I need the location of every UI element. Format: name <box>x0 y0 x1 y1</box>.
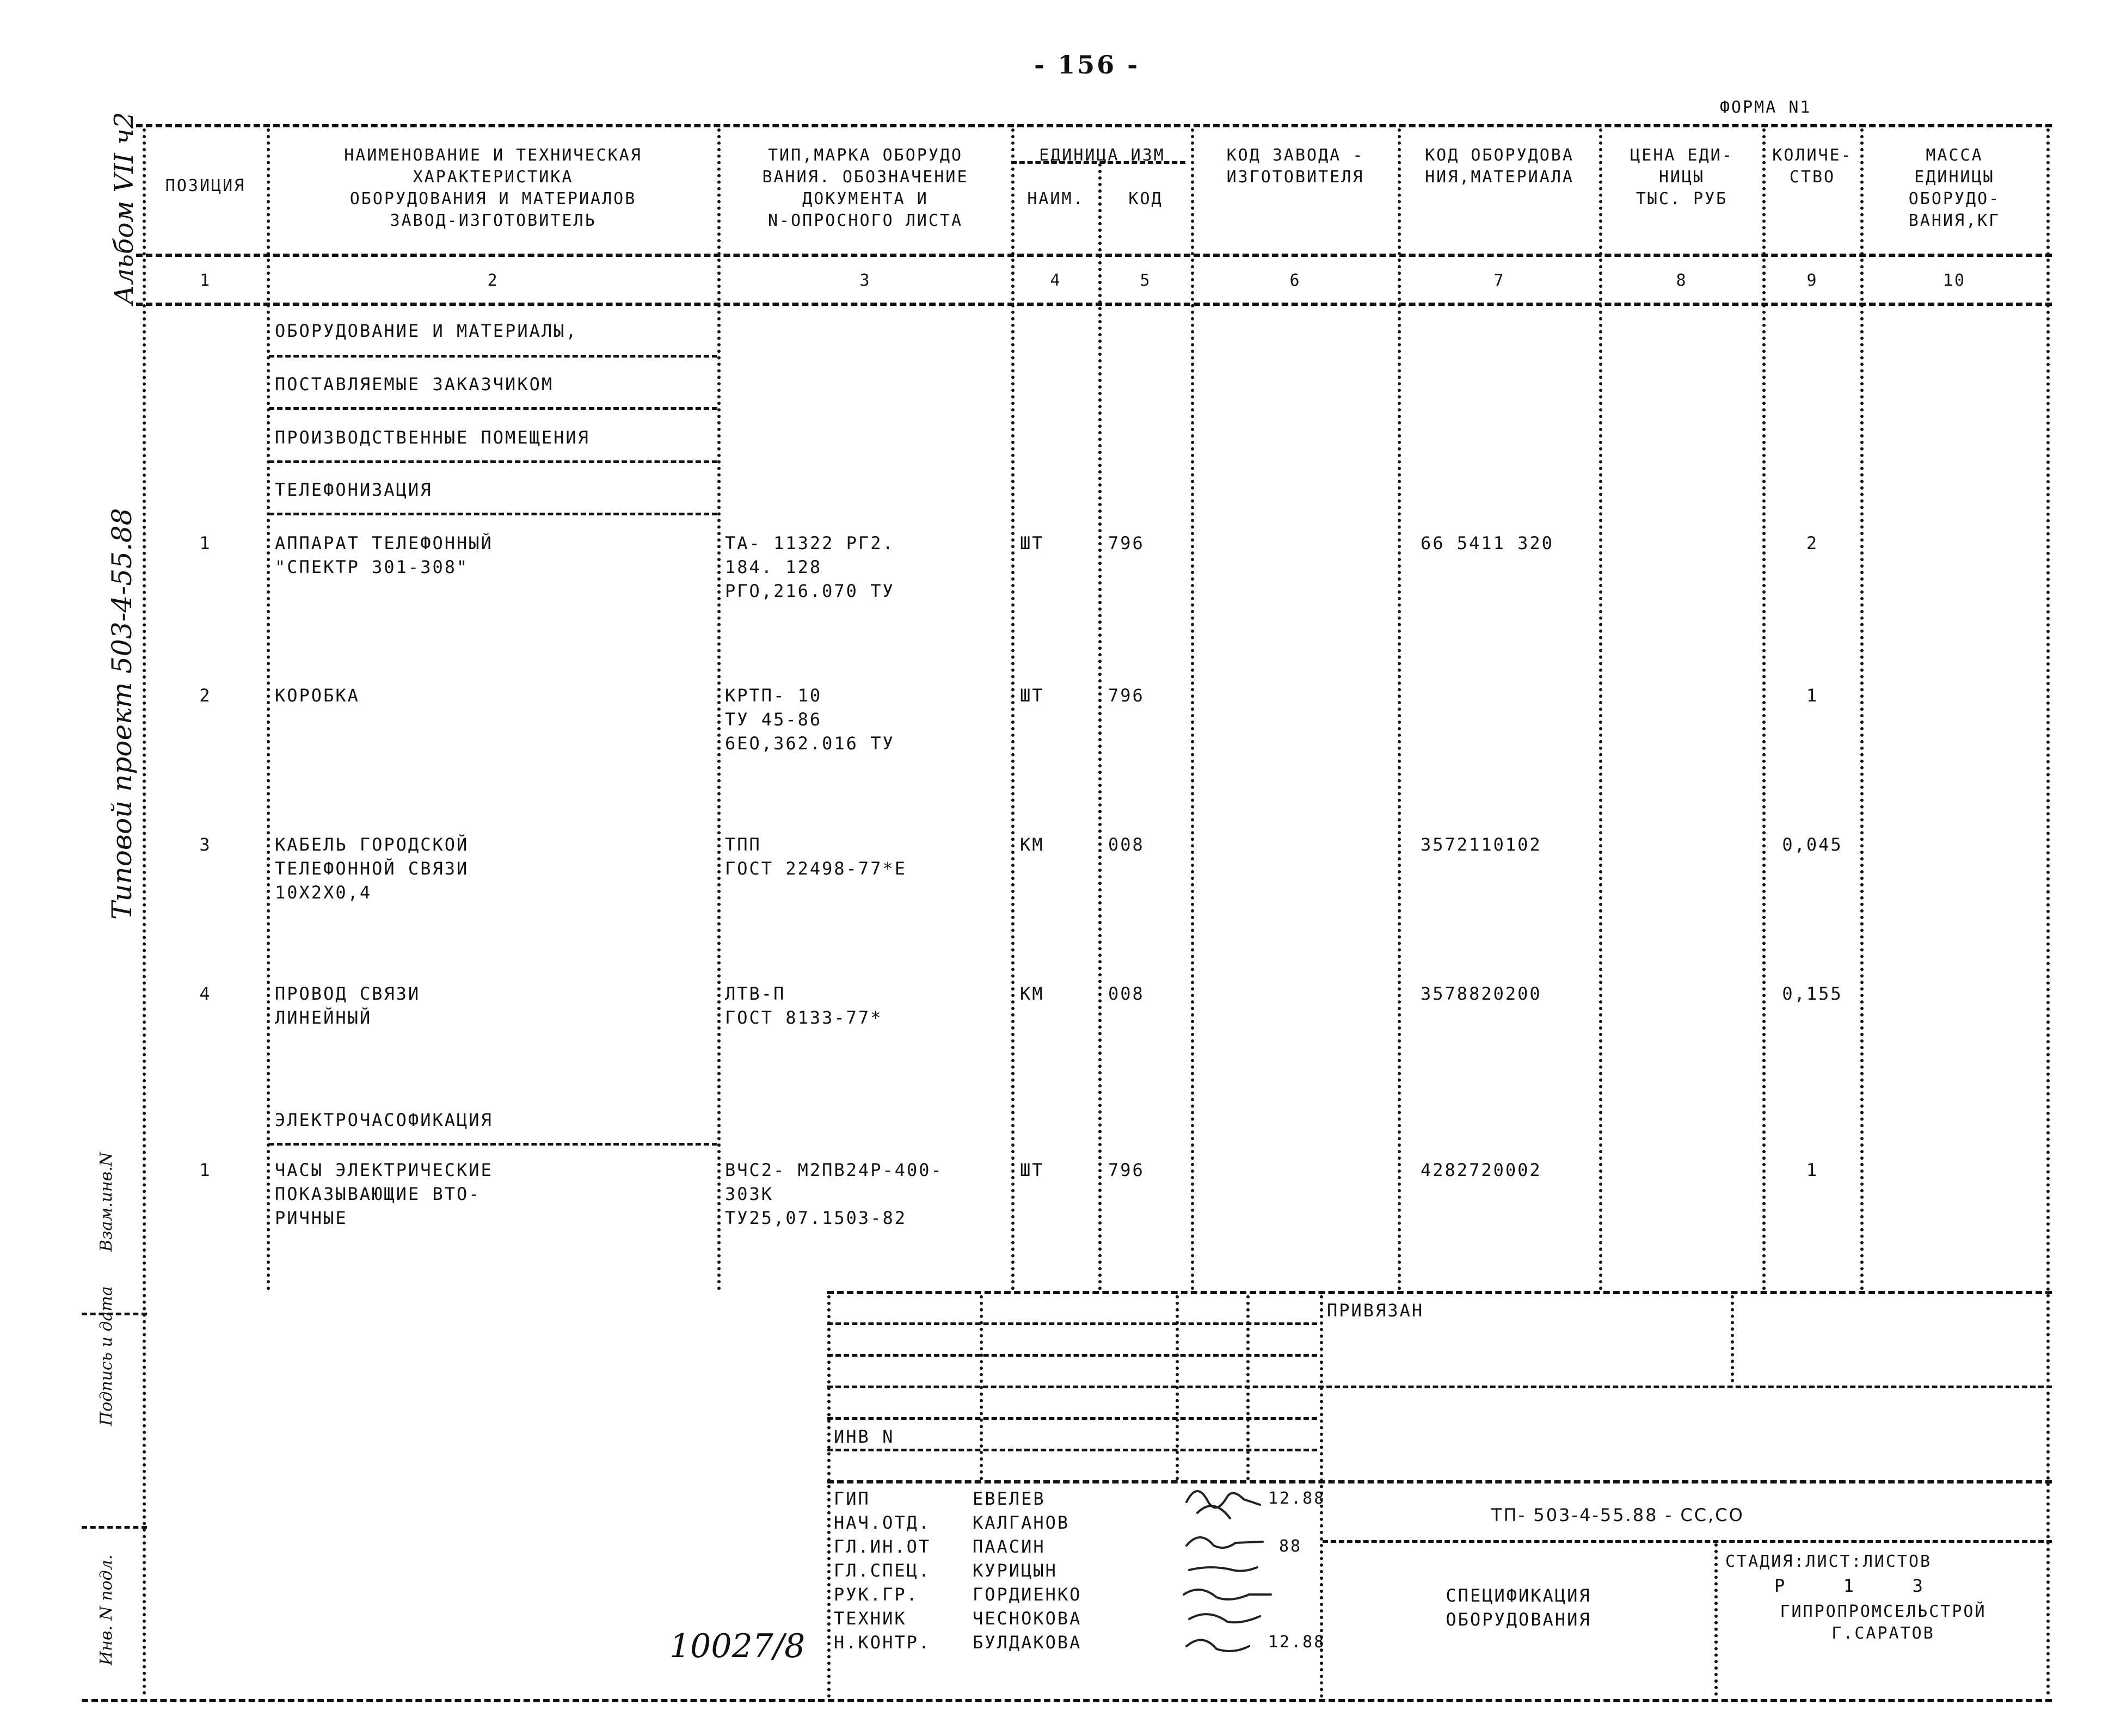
colnum-5: 5 <box>1140 271 1152 290</box>
section-underline <box>269 355 717 358</box>
row-equip-code: 3572110102 <box>1421 834 1542 855</box>
row-equip-code: 66 5411 320 <box>1421 533 1554 553</box>
stage-values: Р 1 3 <box>1774 1575 1925 1596</box>
col-divider-4 <box>1098 163 1102 1291</box>
header-col6: КОД ЗАВОДА - ИЗГОТОВИТЕЛЯ <box>1226 146 1364 187</box>
stamp-privyazan: ПРИВЯЗАН <box>1327 1300 1424 1321</box>
stamp-person-row: Н.КОНТР. БУЛДАКОВА <box>834 1632 1082 1653</box>
table-left-border <box>143 128 146 1696</box>
header-col9: КОЛИЧЕ- СТВО <box>1772 146 1853 187</box>
page-number: - 156 - <box>1034 50 1140 79</box>
stamp-person-row: ГЛ.СПЕЦ. КУРИЦЫН <box>834 1560 1058 1581</box>
col-divider-2 <box>717 128 721 1291</box>
stamp-left-lower-line-2 <box>82 1526 147 1529</box>
section-heading: ПРОИЗВОДСТВЕННЫЕ ПОМЕЩЕНИЯ <box>275 427 590 448</box>
row-name: ПРОВОД СВЯЗИ ЛИНЕЙНЫЙ <box>275 983 421 1028</box>
section-heading: ОБОРУДОВАНИЕ И МАТЕРИАЛЫ, <box>275 321 578 341</box>
header-col4: НАИМ. <box>1027 189 1085 208</box>
stamp-grid-line <box>827 1386 2052 1388</box>
col-divider-9 <box>1860 128 1864 1291</box>
colnum-3: 3 <box>859 271 871 290</box>
header-col3: ТИП,МАРКА ОБОРУДО ВАНИЯ. ОБОЗНАЧЕНИЕ ДОКУМЕНТА И N-ОПРОСНОГО ЛИСТА <box>762 146 969 230</box>
row-name: КОРОБКА <box>275 685 360 706</box>
album-label: Альбом VII ч2 <box>109 112 139 305</box>
header-col5: КОД <box>1128 189 1163 208</box>
stamp-col-line <box>1246 1295 1250 1480</box>
stamp-person-row: ГИП ЕВЕЛЕВ <box>834 1488 1046 1509</box>
row-name: КАБЕЛЬ ГОРОДСКОЙ ТЕЛЕФОННОЙ СВЯЗИ 10Х2Х0,4 <box>275 834 469 903</box>
document-code: ТП- 503-4-55.88 - СС,СО <box>1491 1505 1744 1525</box>
col-divider-8 <box>1762 128 1766 1291</box>
col-divider-5 <box>1191 128 1194 1291</box>
row-type: ЛТВ-П ГОСТ 8133-77* <box>725 983 883 1028</box>
row-equip-code: 4282720002 <box>1421 1160 1542 1180</box>
row-unit-code: 796 <box>1108 685 1145 706</box>
signature-date: 12.88 <box>1268 1489 1326 1508</box>
stamp-grid-line <box>827 1449 1317 1451</box>
frame-bottom-line <box>82 1699 2052 1702</box>
row-quantity: 0,155 <box>1782 983 1843 1004</box>
stamp-left-border <box>827 1295 831 1698</box>
row-name: ЧАСЫ ЭЛЕКТРИЧЕСКИЕ ПОКАЗЫВАЮЩИЕ ВТО- РИЧНЫЕ <box>275 1160 493 1228</box>
row-unit-code: 796 <box>1108 533 1145 553</box>
stamp-mid-line <box>827 1480 2052 1483</box>
colnum-10: 10 <box>1942 271 1966 290</box>
section-heading: ТЕЛЕФОНИЗАЦИЯ <box>275 479 433 500</box>
row-position: 1 <box>199 1160 212 1180</box>
header-col7: КОД ОБОРУДОВА НИЯ,МАТЕРИАЛА <box>1425 146 1574 187</box>
row-unit-code: 008 <box>1108 834 1145 855</box>
row-quantity: 1 <box>1806 1160 1819 1180</box>
colnum-6: 6 <box>1289 271 1301 290</box>
section-underline <box>269 407 717 410</box>
colnum-4: 4 <box>1050 271 1062 290</box>
row-unit-code: 796 <box>1108 1160 1145 1180</box>
row-equip-code: 3578820200 <box>1421 983 1542 1004</box>
stage-header: СТАДИЯ:ЛИСТ:ЛИСТОВ <box>1725 1552 1932 1571</box>
organization: ГИПРОПРОМСЕЛЬСТРОЙ Г.САРАТОВ <box>1780 1602 1987 1643</box>
header-col1: ПОЗИЦИЯ <box>165 176 246 195</box>
section-heading: ПОСТАВЛЯЕМЫЕ ЗАКАЗЧИКОМ <box>275 374 554 395</box>
frame-top-line <box>136 124 2052 127</box>
header-unit: ЕДИНИЦА ИЗМ <box>1039 146 1165 165</box>
stamp-label-signature: Подпись и дата <box>97 1286 116 1426</box>
form-label: ФОРМА N1 <box>1720 98 1812 117</box>
section-heading: ЭЛЕКТРОЧАСОФИКАЦИЯ <box>275 1110 493 1130</box>
stamp-col-line <box>1731 1295 1734 1382</box>
stamp-person-row: ТЕХНИК ЧЕСНОКОВА <box>834 1608 1082 1629</box>
stamp-person-row: НАЧ.ОТД. КАЛГАНОВ <box>834 1512 1070 1533</box>
row-unit: ШТ <box>1020 1160 1044 1180</box>
signature-date: 12.88 <box>1268 1633 1326 1652</box>
header-col10: МАССА ЕДИНИЦЫ ОБОРУДО- ВАНИЯ,КГ <box>1908 146 2001 230</box>
stamp-code-line <box>1323 1540 2052 1543</box>
row-unit: КМ <box>1020 834 1044 855</box>
stamp-top-line <box>827 1291 2052 1294</box>
stamp-left-lower-line <box>82 1313 147 1315</box>
colnum-1: 1 <box>199 271 212 290</box>
stamp-grid-line <box>827 1322 1317 1325</box>
project-label: Типовой проект 503-4-55.88 <box>106 508 138 920</box>
section-underline <box>269 1143 717 1146</box>
stamp-grid-line <box>827 1354 1317 1357</box>
header-col2: НАИМЕНОВАНИЕ И ТЕХНИЧЕСКАЯ ХАРАКТЕРИСТИКА ОБОРУДОВАНИЯ И МАТЕРИАЛОВ ЗАВОД-ИЗГОТОВИТЕЛЬ <box>344 146 642 230</box>
row-type: ВЧС2- М2ПВ24Р-400- 303К ТУ25,07.1503-82 <box>725 1160 943 1228</box>
stamp-col-line <box>980 1295 983 1480</box>
col-divider-3 <box>1011 128 1015 1291</box>
section-underline <box>269 513 717 515</box>
stamp-person-row: РУК.ГР. ГОРДИЕНКО <box>834 1584 1082 1605</box>
row-unit-code: 008 <box>1108 983 1145 1004</box>
row-position: 2 <box>199 685 212 706</box>
section-underline <box>269 460 717 463</box>
signature-date: 88 <box>1279 1537 1302 1556</box>
row-type: КРТП- 10 ТУ 45-86 6ЕО,362.016 ТУ <box>725 685 895 754</box>
colnum-2: 2 <box>487 271 499 290</box>
stamp-col-line <box>1176 1295 1179 1480</box>
row-type: ТПП ГОСТ 22498-77*Е <box>725 834 907 879</box>
stamp-label-replace: Взам.инв.N <box>97 1152 116 1252</box>
stamp-person-row: ГЛ.ИН.ОТ ПААСИН <box>834 1536 1046 1557</box>
row-position: 1 <box>199 533 212 553</box>
col-divider-1 <box>267 128 270 1291</box>
stamp-col-line <box>1714 1543 1718 1696</box>
table-right-border <box>2046 128 2050 1696</box>
header-col8: ЦЕНА ЕДИ- НИЦЫ ТЫС. РУБ <box>1630 146 1733 208</box>
handwritten-number: 10027/8 <box>669 1627 806 1665</box>
row-quantity: 1 <box>1806 685 1819 706</box>
document-title: СПЕЦИФИКАЦИЯ ОБОРУДОВАНИЯ <box>1446 1585 1591 1630</box>
row-unit: ШТ <box>1020 685 1044 706</box>
row-type: ТА- 11322 РГ2. 184. 128 РГО,216.070 ТУ <box>725 533 895 601</box>
stamp-label-inventory: Инв. N подл. <box>97 1554 116 1665</box>
row-unit: КМ <box>1020 983 1044 1004</box>
col-divider-7 <box>1599 128 1602 1291</box>
colnum-9: 9 <box>1806 271 1818 290</box>
row-unit: ШТ <box>1020 533 1044 553</box>
row-name: АППАРАТ ТЕЛЕФОННЫЙ "СПЕКТР 301-308" <box>275 533 493 577</box>
row-position: 4 <box>199 983 212 1004</box>
row-position: 3 <box>199 834 212 855</box>
stamp-grid-line <box>827 1417 1317 1420</box>
colnum-7: 7 <box>1493 271 1505 290</box>
col-divider-6 <box>1398 128 1401 1291</box>
row-quantity: 0,045 <box>1782 834 1843 855</box>
stamp-inventory-number: ИНВ N <box>834 1426 895 1447</box>
colnum-8: 8 <box>1676 271 1688 290</box>
handwritten-signatures <box>1176 1480 1320 1698</box>
row-quantity: 2 <box>1806 533 1819 553</box>
